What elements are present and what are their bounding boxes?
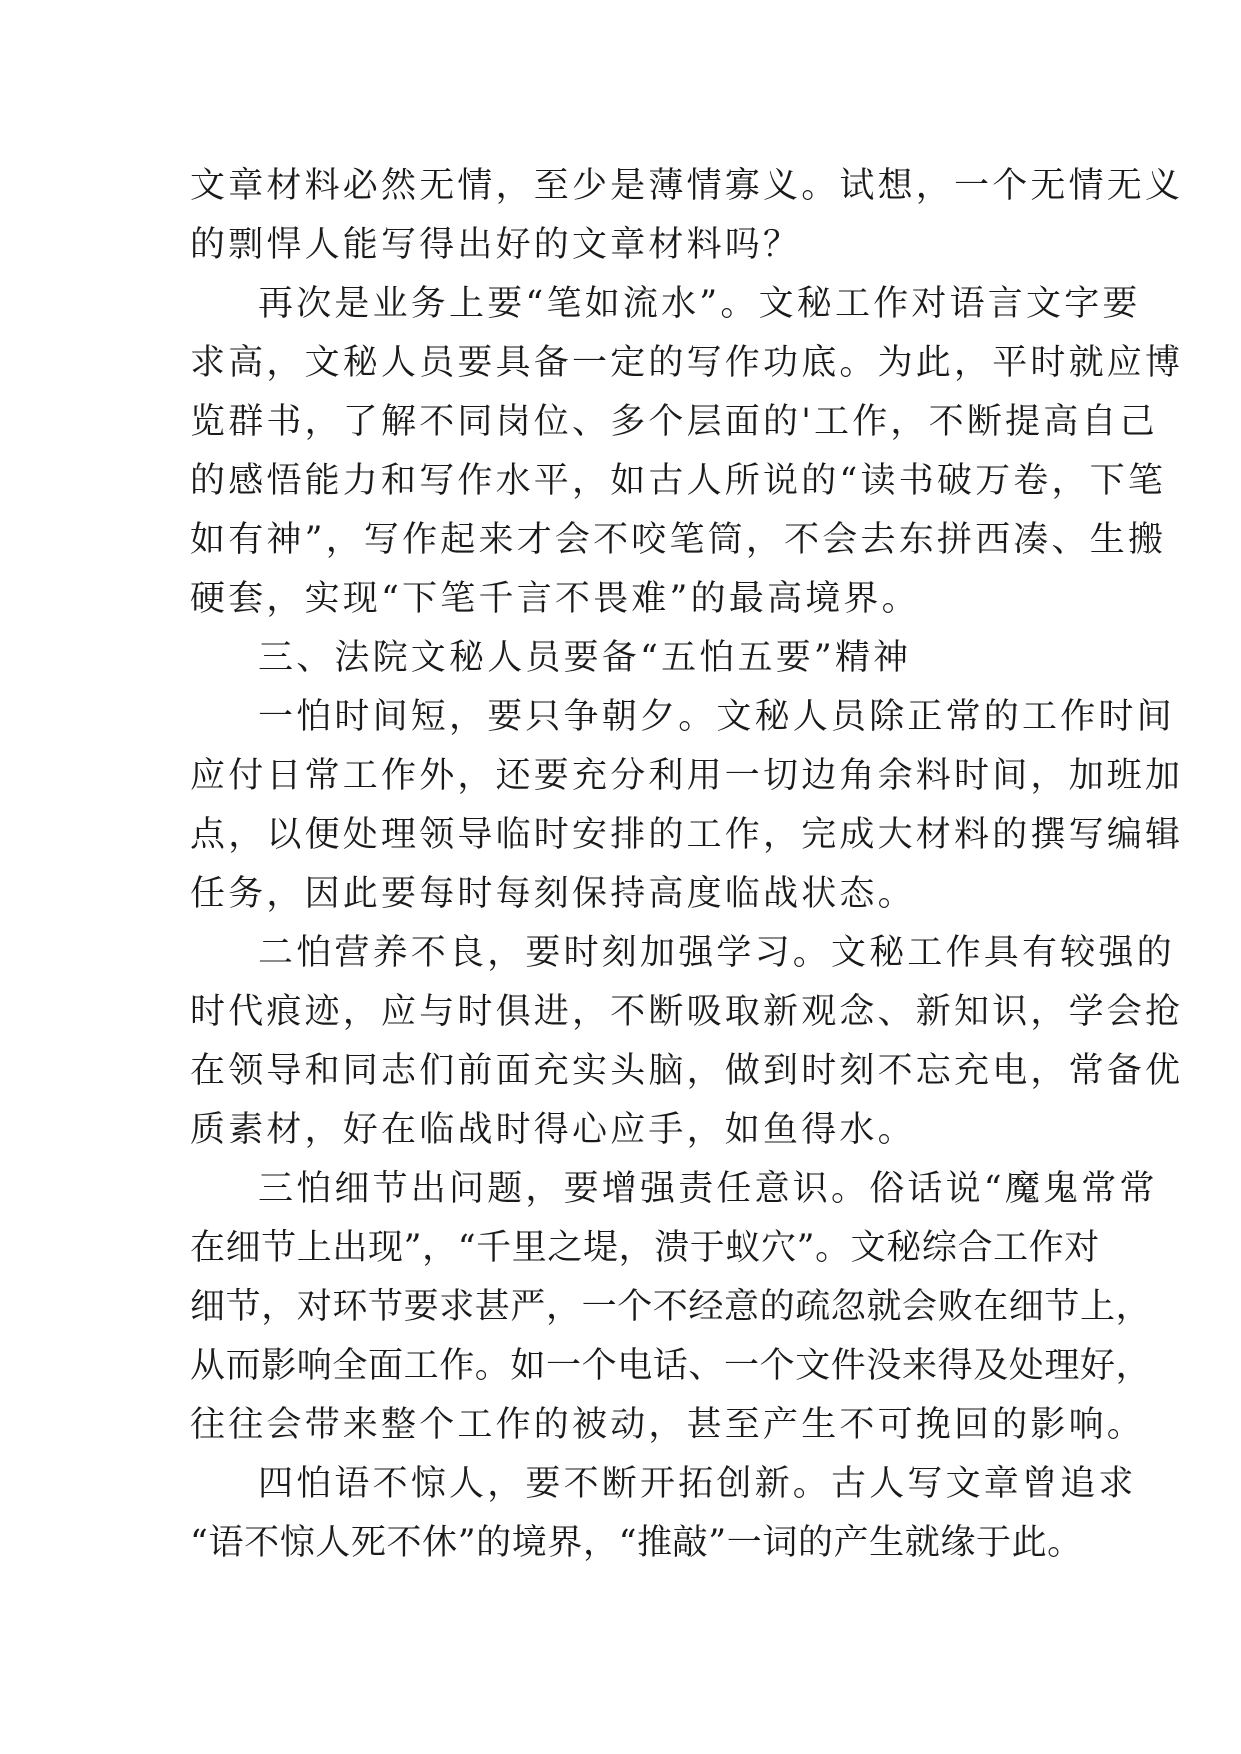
text-line: 求高，文秘人员要具备一定的写作功底。为此，平时就应博 [190,343,1184,383]
paragraph-start-line: 二怕营养不良，要时刻加强学习。文秘工作具有较强的 [258,933,1175,973]
text-line: 的感悟能力和写作水平，如古人所说的“读书破万卷，下笔 [190,461,1167,501]
text-line: 在细节上出现”，“千里之堤，溃于蚁穴”。文秘综合工作对 [190,1228,1100,1268]
text-line: 细节，对环节要求甚严，一个不经意的疏忽就会败在细节上， [190,1287,1152,1327]
text-line: 任务，因此要每时每刻保持高度临战状态。 [190,874,916,914]
text-line: 硬套，实现“下笔千言不畏难”的最高境界。 [190,579,920,619]
text-line: 从而影响全面工作。如一个电话、一个文件没来得及处理好， [190,1346,1152,1386]
text-line: 文章材料必然无情，至少是薄情寡义。试想，一个无情无义 [190,166,1184,206]
text-line: 点，以便处理领导临时安排的工作，完成大材料的撰写编辑 [190,815,1184,855]
paragraph-start-line: 一怕时间短，要只争朝夕。文秘人员除正常的工作时间 [258,697,1175,737]
text-line: 的剽悍人能写得出好的文章材料吗？ [190,225,802,265]
text-line: 质素材，好在临战时得心应手，如鱼得水。 [190,1110,916,1150]
text-line: 览群书，了解不同岗位、多个层面的'工作，不断提高自己 [190,402,1158,442]
text-line: 时代痕迹，应与时俱进，不断吸取新观念、新知识，学会抢 [190,992,1184,1032]
document-body [190,157,1184,1573]
text-line: 如有神”，写作起来才会不咬笔筒，不会去东拼西凑、生搬 [190,520,1167,560]
paragraph-start-line: 再次是业务上要“笔如流水”。文秘工作对语言文字要 [258,284,1141,324]
text-line: 往往会带来整个工作的被动，甚至产生不可挽回的影响。 [190,1405,1146,1445]
paragraph-start-line: 三怕细节出问题，要增强责任意识。俗话说“魔鬼常常 [258,1169,1158,1209]
section-heading: 三、法院文秘人员要备“五怕五要”精神 [258,638,912,678]
text-line: 在领导和同志们前面充实头脑，做到时刻不忘充电，常备优 [190,1051,1184,1091]
text-line: “语不惊人死不休”的境界，“推敲”一词的产生就缘于此。 [190,1523,1083,1563]
text-line: 应付日常工作外，还要充分利用一切边角余料时间，加班加 [190,756,1184,796]
paragraph-start-line: 四怕语不惊人，要不断开拓创新。古人写文章曾追求 [258,1464,1137,1504]
